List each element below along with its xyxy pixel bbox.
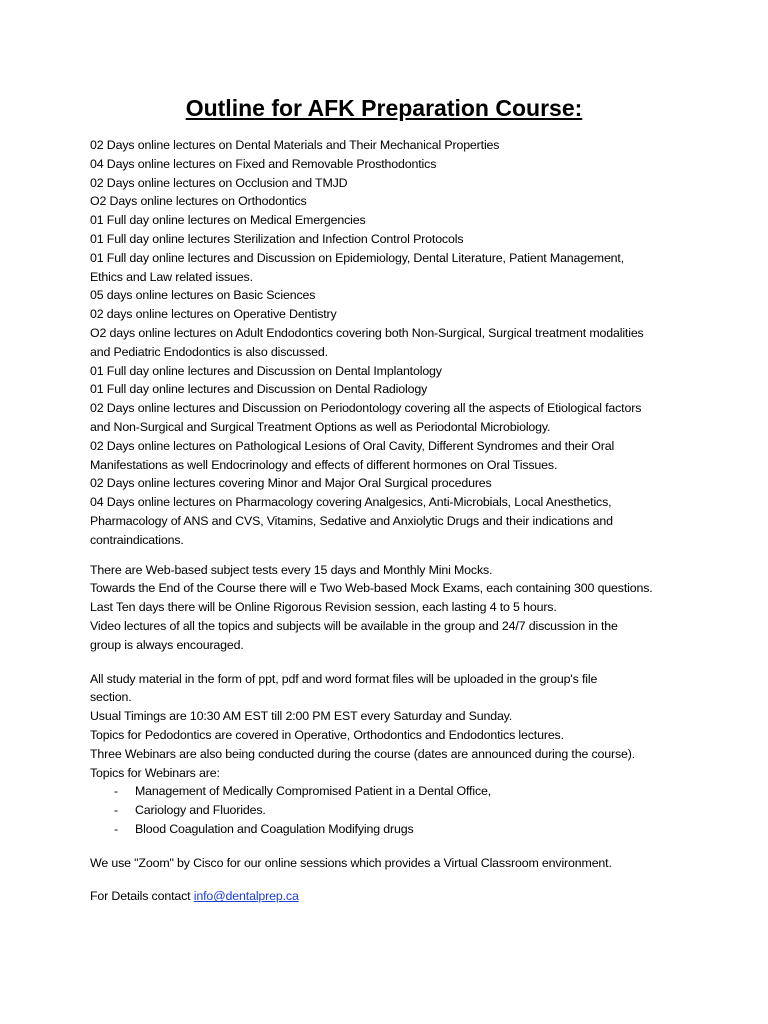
dash-bullet: - — [114, 784, 118, 799]
outline-line: 01 Full day online lectures and Discussion on Dental Radiology — [90, 382, 428, 397]
webinar-topic-item — [90, 801, 690, 820]
tests-paragraph — [90, 561, 690, 655]
tests-line: Towards the End of the Course there will e Two Web-based Mock Exams, each containing 300 questions. — [90, 581, 653, 596]
webinar-topic-text: Blood Coagulation and Coagulation Modifying drugs — [135, 821, 414, 836]
tests-line: Last Ten days there will be Online Rigorous Revision session, each lasting 4 to 5 hours. — [90, 600, 557, 615]
material-paragraph — [90, 670, 690, 839]
outline-line: 01 Full day online lectures Sterilization and Infection Control Protocols — [90, 231, 464, 246]
outline-line: 01 Full day online lectures and Discussion on Dental Implantology — [90, 363, 442, 378]
outline-line: Manifestations as well Endocrinology and effects of different hormones on Oral Tissues. — [90, 457, 558, 472]
outline-line: Ethics and Law related issues. — [90, 269, 253, 284]
webinar-topic-text: Management of Medically Compromised Patient in a Dental Office, — [135, 784, 492, 799]
outline-line: 02 Days online lectures on Pathological Lesions of Oral Cavity, Different Syndromes and their Oral — [90, 438, 615, 453]
outline-line: 05 days online lectures on Basic Sciences — [90, 288, 316, 303]
outline-line: 04 Days online lectures on Fixed and Removable Prosthodontics — [90, 156, 437, 171]
outline-line: 02 days online lectures on Operative Dentistry — [90, 307, 337, 322]
webinar-topic-item — [90, 820, 690, 839]
tests-line: Video lectures of all the topics and subjects will be available in the group and 24/7 discussion in the — [90, 618, 618, 633]
page-title: Outline for AFK Preparation Course: — [185, 95, 583, 121]
dash-bullet: - — [114, 803, 118, 818]
tests-line: There are Web-based subject tests every 15 days and Monthly Mini Mocks. — [90, 562, 493, 577]
webinar-topic-text: Cariology and Fluorides. — [135, 803, 266, 818]
dash-bullet: - — [114, 821, 118, 836]
contact-line — [90, 887, 690, 906]
zoom-line: We use "Zoom" by Cisco for our online sessions which provides a Virtual Classroom environment. — [90, 855, 612, 870]
material-line: section. — [90, 690, 132, 705]
document-body — [90, 136, 690, 906]
tests-line: group is always encouraged. — [90, 637, 244, 652]
email-link[interactable]: info@dentalprep.ca — [193, 889, 299, 904]
outline-line: 02 Days online lectures covering Minor and Major Oral Surgical procedures — [90, 476, 492, 491]
course-outline-list — [90, 136, 690, 550]
outline-line: O2 days online lectures on Adult Endodontics covering both Non-Surgical, Surgical treatment modalities — [90, 325, 644, 340]
outline-line: 01 Full day online lectures and Discussion on Epidemiology, Dental Literature, Patient Management, — [90, 250, 625, 265]
outline-line: 02 Days online lectures on Occlusion and TMJD — [90, 175, 348, 190]
webinar-topics-list — [90, 782, 690, 838]
contact-prefix: For Details contact — [90, 889, 194, 904]
material-line: All study material in the form of ppt, pdf and word format files will be uploaded in the group's file — [90, 671, 598, 686]
outline-line: 04 Days online lectures on Pharmacology covering Analgesics, Anti-Microbials, Local Anesthetics, — [90, 495, 612, 510]
outline-line: O2 Days online lectures on Orthodontics — [90, 194, 307, 209]
outline-line: 01 Full day online lectures on Medical Emergencies — [90, 213, 366, 228]
zoom-paragraph — [90, 854, 690, 873]
outline-line: and Non-Surgical and Surgical Treatment Options as well as Periodontal Microbiology. — [90, 419, 551, 434]
outline-line: and Pediatric Endodontics is also discussed. — [90, 344, 328, 359]
material-line: Usual Timings are 10:30 AM EST till 2:00 PM EST every Saturday and Sunday. — [90, 709, 513, 724]
material-line: Three Webinars are also being conducted during the course (dates are announced during the course). — [90, 746, 636, 761]
outline-line: Pharmacology of ANS and CVS, Vitamins, Sedative and Anxiolytic Drugs and their indications and — [90, 513, 613, 528]
outline-line: 02 Days online lectures on Dental Materials and Their Mechanical Properties — [90, 138, 500, 152]
material-line: Topics for Pedodontics are covered in Operative, Orthodontics and Endodontics lectures. — [90, 727, 564, 742]
material-line: Topics for Webinars are: — [90, 765, 220, 780]
outline-line: 02 Days online lectures and Discussion on Periodontology covering all the aspects of Etiological factors — [90, 401, 642, 416]
webinar-topic-item — [90, 782, 690, 801]
contact-paragraph — [90, 887, 690, 906]
outline-line: contraindications. — [90, 532, 184, 547]
